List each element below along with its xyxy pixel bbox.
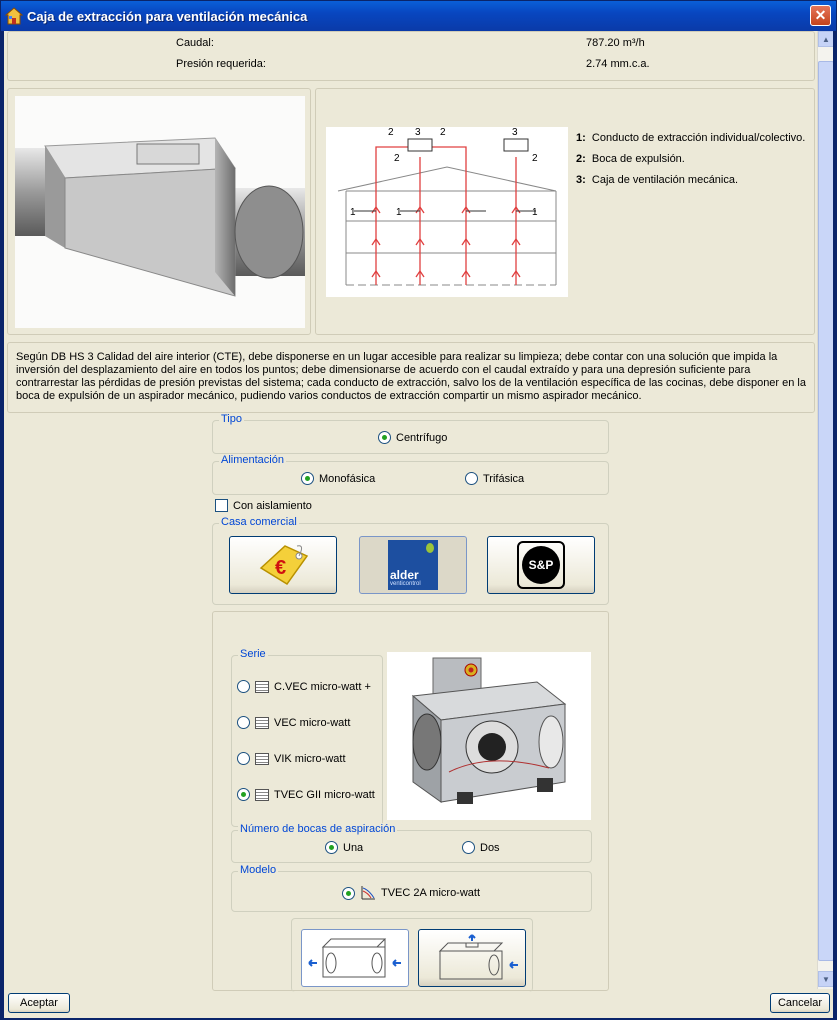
title-bar <box>1 1 836 31</box>
close-icon: ✕ <box>814 7 827 23</box>
radio-button[interactable] <box>462 841 475 854</box>
series-option-tvec[interactable]: TVEC GII micro-watt <box>237 788 375 801</box>
type-group <box>212 413 609 454</box>
model-legend: Modelo <box>240 864 277 876</box>
radio-button[interactable] <box>465 472 478 485</box>
flow-value: 787.20 m³/h <box>586 37 645 49</box>
scheme-label-3a: 3 <box>415 127 421 138</box>
ventilation-scheme-diagram <box>326 127 568 297</box>
radio-button[interactable] <box>342 887 355 900</box>
legend-item: 2: Boca de expulsión. <box>576 153 685 165</box>
legend-item: 3: Caja de ventilación mecánica. <box>576 174 739 186</box>
flow-label: Caudal: <box>176 37 214 49</box>
inlets-group <box>231 823 592 863</box>
dialog-client <box>4 31 833 1018</box>
catalog-icon <box>255 681 269 693</box>
insulation-checkbox[interactable]: Con aislamiento <box>215 499 312 512</box>
model-selection-panel <box>212 611 609 991</box>
diagram-legend <box>576 128 805 191</box>
scheme-label-3b: 3 <box>512 127 518 138</box>
radio-button[interactable] <box>325 841 338 854</box>
sp-logo: S&P <box>517 541 565 589</box>
catalog-icon <box>255 717 269 729</box>
orientation-group <box>291 918 533 992</box>
cancel-button[interactable]: Cancelar <box>770 993 830 1013</box>
accept-button[interactable]: Aceptar <box>8 993 70 1013</box>
brand-group <box>212 516 609 605</box>
app-house-icon <box>5 7 23 25</box>
checkbox[interactable] <box>215 499 228 512</box>
extraction-box-illustration <box>15 96 305 328</box>
power-monophase-radio[interactable]: Monofásica <box>301 472 375 485</box>
scheme-label-2d: 2 <box>532 153 538 164</box>
power-supply-group <box>212 454 609 495</box>
vertical-scrollbar[interactable] <box>817 31 833 989</box>
description-text: Según DB HS 3 Calidad del aire interior (CTE), debe disponerse en un lugar accesible para realizar su limpieza; debe contar con una solución que impida la inversión del desplazamiento del aire en todos los puntos; debe dimensionarse de acuerdo con el caudal extraído y para una depresión suficiente para contrarrestar las pérdidas de presión previstas del sistema; cada conducto de extracción, salvo los de la ventilación específica de las cocinas, debe disponer en la boca de expulsión de un aspirador mecánico, pudiendo varios conductos de extracción compartir un mismo aspirador mecánico. <box>16 351 806 402</box>
radio-button[interactable] <box>378 431 391 444</box>
inlets-two-radio[interactable]: Dos <box>462 841 500 854</box>
power-triphase-radio[interactable]: Trifásica <box>465 472 524 485</box>
catalog-icon <box>255 753 269 765</box>
series-legend: Serie <box>240 648 266 660</box>
brand-generic-button[interactable] <box>229 536 337 594</box>
description-panel <box>7 342 815 413</box>
summary-panel <box>7 31 815 81</box>
radio-button[interactable] <box>237 680 250 693</box>
catalog-icon <box>255 789 269 801</box>
diagram-panel <box>315 88 815 335</box>
scheme-label-1b: 1 <box>396 207 402 218</box>
leaf-icon <box>426 543 434 553</box>
type-legend: Tipo <box>221 413 242 425</box>
fan-unit-photo <box>387 652 591 820</box>
close-button[interactable] <box>810 5 831 26</box>
pressure-value: 2.74 mm.c.a. <box>586 58 650 70</box>
brand-sp-button[interactable] <box>487 536 595 594</box>
alder-logo: alder venticontrol <box>388 540 438 590</box>
model-group <box>231 864 592 912</box>
scheme-label-1a: 1 <box>350 207 356 218</box>
pressure-label: Presión requerida: <box>176 58 266 70</box>
radio-button[interactable] <box>301 472 314 485</box>
fan-curve-icon <box>360 885 376 901</box>
legend-item: 1: Conducto de extracción individual/colectivo. <box>576 132 806 144</box>
scheme-label-2c: 2 <box>394 153 400 164</box>
power-supply-legend: Alimentación <box>221 454 284 466</box>
product-image-panel <box>7 88 311 335</box>
series-option-cvec[interactable]: C.VEC micro-watt + <box>237 680 371 693</box>
brand-legend: Casa comercial <box>221 516 297 528</box>
euro-symbol: € <box>275 557 287 579</box>
radio-button[interactable] <box>237 788 250 801</box>
vertical-outlet-icon <box>422 933 522 983</box>
series-option-vec[interactable]: VEC micro-watt <box>237 716 350 729</box>
brand-alder-button[interactable] <box>359 536 467 594</box>
radio-button[interactable] <box>237 716 250 729</box>
scroll-up-arrow-icon[interactable]: ▲ <box>818 31 833 47</box>
scroll-down-arrow-icon[interactable]: ▼ <box>818 971 833 987</box>
inlets-one-radio[interactable]: Una <box>325 841 363 854</box>
model-tvec-2a-radio[interactable]: TVEC 2A micro-watt <box>342 885 480 901</box>
radio-button[interactable] <box>237 752 250 765</box>
type-centrifugal-radio[interactable]: Centrífugo <box>378 431 447 444</box>
orientation-horizontal-button[interactable] <box>301 929 409 987</box>
series-option-vik[interactable]: VIK micro-watt <box>237 752 346 765</box>
horizontal-outlet-icon <box>305 933 405 983</box>
inlets-legend: Número de bocas de aspiración <box>240 823 396 835</box>
series-group <box>231 648 383 827</box>
scrollbar-thumb[interactable] <box>818 61 833 961</box>
scheme-label-2a: 2 <box>388 127 394 138</box>
window-title: Caja de extracción para ventilación mecánica <box>27 8 308 24</box>
orientation-vertical-button[interactable] <box>418 929 526 987</box>
scheme-label-1c: 1 <box>532 207 538 218</box>
price-tag-icon <box>255 542 311 588</box>
scheme-label-2b: 2 <box>440 127 446 138</box>
